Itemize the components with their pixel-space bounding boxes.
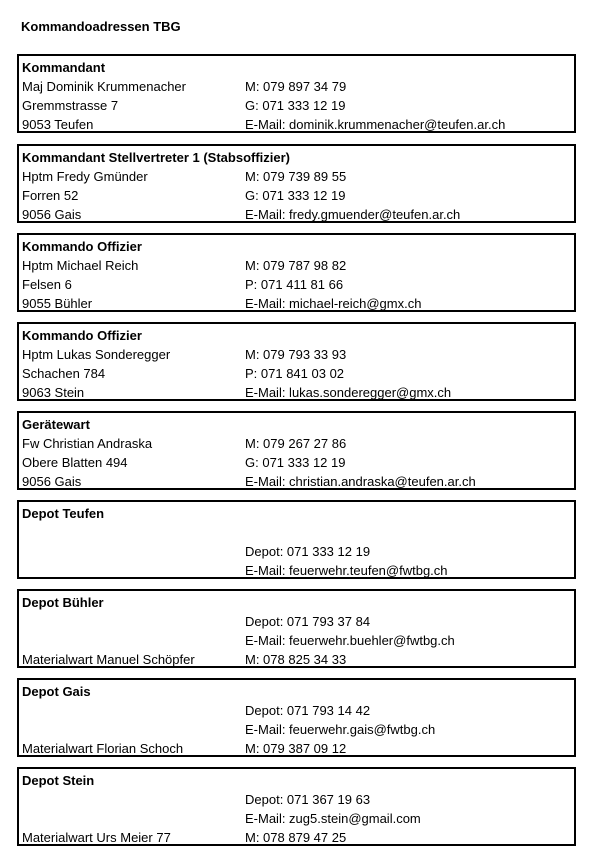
card-row [22, 739, 574, 758]
card-row [22, 186, 574, 205]
address-cell: Maj Dominik Krummenacher [22, 79, 186, 94]
contact-cell: M: 079 897 34 79 [245, 79, 347, 94]
address-cell [22, 561, 245, 580]
contact-cell: G: 071 333 12 19 [245, 188, 346, 203]
contact-cell: Depot: 071 793 37 84 [245, 614, 371, 629]
address-cell: Materialwart Urs Meier 77 [22, 830, 171, 845]
address-cell: Obere Blatten 494 [22, 455, 128, 470]
address-cell: 9055 Bühler [22, 296, 93, 311]
address-cell: Fw Christian Andraska [22, 436, 153, 451]
address-cell: Hptm Fredy Gmünder [22, 169, 148, 184]
card-row [22, 364, 574, 383]
address-cell [22, 631, 245, 650]
contact-card [17, 678, 576, 757]
card-title: Depot Teufen [22, 506, 105, 521]
contact-cell: M: 079 787 98 82 [245, 258, 347, 273]
card-row [22, 523, 574, 542]
address-cell [22, 542, 245, 561]
address-cell [22, 809, 245, 828]
contact-cell: P: 071 411 81 66 [245, 277, 344, 292]
contact-cell: G: 071 333 12 19 [245, 455, 346, 470]
email-link[interactable]: E-Mail: fredy.gmuender@teufen.ar.ch [245, 207, 461, 222]
page-title: Kommandoadressen TBG [21, 19, 181, 34]
card-row [22, 720, 574, 739]
contact-cell: Depot: 071 333 12 19 [245, 544, 371, 559]
contact-card [17, 54, 576, 133]
card-row [22, 167, 574, 186]
email-link[interactable]: E-Mail: zug5.stein@gmail.com [245, 811, 421, 826]
card-row [22, 294, 574, 313]
address-cell: 9056 Gais [22, 474, 82, 489]
address-cell: 9063 Stein [22, 385, 85, 400]
contact-cell: P: 071 841 03 02 [245, 366, 345, 381]
address-cell: 9056 Gais [22, 207, 82, 222]
contact-cell: M: 079 387 09 12 [245, 741, 347, 756]
email-link[interactable]: E-Mail: feuerwehr.buehler@fwtbg.ch [245, 633, 455, 648]
card-row [22, 96, 574, 115]
contact-card [17, 589, 576, 668]
card-row [22, 345, 574, 364]
email-link[interactable]: E-Mail: feuerwehr.teufen@fwtbg.ch [245, 563, 448, 578]
card-row [22, 631, 574, 650]
card-title: Depot Gais [22, 684, 91, 699]
card-row [22, 275, 574, 294]
card-row [22, 701, 574, 720]
address-cell: 9053 Teufen [22, 117, 94, 132]
contact-card [17, 233, 576, 312]
email-link[interactable]: E-Mail: dominik.krummenacher@teufen.ar.ch [245, 117, 506, 132]
email-link[interactable]: E-Mail: lukas.sonderegger@gmx.ch [245, 385, 452, 400]
address-cell [22, 612, 245, 631]
card-title: Kommando Offizier [22, 328, 142, 343]
card-title: Kommando Offizier [22, 239, 142, 254]
contact-cell: M: 079 793 33 93 [245, 347, 347, 362]
address-cell: Forren 52 [22, 188, 79, 203]
contact-cell: M: 079 267 27 86 [245, 436, 347, 451]
card-title: Kommandant Stellvertreter 1 (Stabsoffizier) [22, 150, 291, 165]
address-cell [22, 790, 245, 809]
contact-cell: M: 079 739 89 55 [245, 169, 347, 184]
card-title: Kommandant [22, 60, 106, 75]
contact-cell [245, 523, 574, 542]
card-row [22, 383, 574, 402]
contact-card [17, 411, 576, 490]
card-row [22, 790, 574, 809]
card-title: Depot Stein [22, 773, 95, 788]
card-row [22, 453, 574, 472]
email-link[interactable]: E-Mail: feuerwehr.gais@fwtbg.ch [245, 722, 436, 737]
address-cell [22, 701, 245, 720]
card-row [22, 650, 574, 669]
card-row [22, 542, 574, 561]
card-row [22, 561, 574, 580]
contact-card [17, 767, 576, 846]
address-cell: Materialwart Manuel Schöpfer [22, 652, 195, 667]
card-title: Gerätewart [22, 417, 90, 432]
contact-card [17, 322, 576, 401]
contact-card [17, 144, 576, 223]
card-row [22, 472, 574, 491]
address-cell: Felsen 6 [22, 277, 72, 292]
address-cell: Hptm Michael Reich [22, 258, 139, 273]
contact-cell: M: 078 825 34 33 [245, 652, 347, 667]
contact-card [17, 500, 576, 579]
card-row [22, 77, 574, 96]
contact-cell: Depot: 071 367 19 63 [245, 792, 371, 807]
address-cell [22, 720, 245, 739]
address-cell [22, 523, 245, 542]
card-row [22, 434, 574, 453]
contact-cell: G: 071 333 12 19 [245, 98, 346, 113]
address-cell: Schachen 784 [22, 366, 106, 381]
card-row [22, 809, 574, 828]
card-row [22, 205, 574, 224]
address-cell: Hptm Lukas Sonderegger [22, 347, 171, 362]
card-row [22, 828, 574, 847]
contact-cell: M: 078 879 47 25 [245, 830, 347, 845]
card-title: Depot Bühler [22, 595, 104, 610]
card-row [22, 115, 574, 134]
card-row [22, 256, 574, 275]
address-cell: Materialwart Florian Schoch [22, 741, 184, 756]
contact-cell: Depot: 071 793 14 42 [245, 703, 371, 718]
email-link[interactable]: E-Mail: michael-reich@gmx.ch [245, 296, 422, 311]
address-cell: Gremmstrasse 7 [22, 98, 119, 113]
card-row [22, 612, 574, 631]
email-link[interactable]: E-Mail: christian.andraska@teufen.ar.ch [245, 474, 476, 489]
